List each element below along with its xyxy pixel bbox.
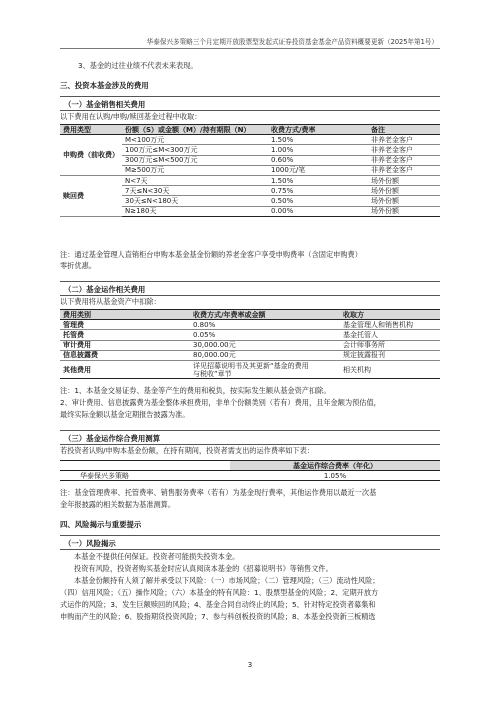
table-cell: 托管费	[60, 330, 190, 340]
table-row	[60, 176, 440, 186]
operating-fee-note-line: 2、审计费用、信息披露费为基金整体承担费用，非单个份额类别（若有）费用，且年金额为预估值，	[60, 398, 381, 407]
table-header-row	[60, 461, 440, 471]
sales-fee-heading-box	[60, 96, 440, 111]
table-cell: 1.05%	[230, 471, 440, 481]
table-cell: 相关机构	[340, 361, 440, 379]
table-cell	[190, 361, 340, 379]
table-cell: 80,000.00元	[190, 350, 340, 360]
operating-fee-table	[60, 309, 440, 379]
table-cell: 0.00%	[268, 206, 368, 216]
table-cell: 1.50%	[268, 135, 368, 145]
table-header-cell	[60, 461, 230, 471]
table-cell: 场外份额	[368, 196, 440, 206]
table-cell: 300万元≤M<500万元	[122, 155, 268, 165]
table-cell: 非养老金客户	[368, 145, 440, 155]
table-row	[60, 361, 440, 379]
past-performance-note: 3、基金的过往业绩不代表未来表现。	[78, 61, 198, 70]
operating-fee-title: （二）基金运作相关费用	[64, 284, 146, 294]
table-cell: N≥180天	[122, 206, 268, 216]
comprehensive-fee-intro: 若投资者认购/申购本基金份额，在持有期间，投资者需支出的运作费率如下表：	[60, 446, 314, 455]
table-header-cell: 份额（S）或金额（M）/持有期限（N）	[122, 125, 268, 135]
comprehensive-fee-heading-box	[60, 430, 440, 445]
redeem-fee-label: 赎回费	[60, 176, 122, 217]
section-three-title: 三、投资本基金涉及的费用	[60, 81, 149, 90]
risk-line: 投资有风险，投资者购买基金时应认真阅读本基金的《招募说明书》等销售文件。	[74, 564, 333, 573]
table-cell: 7天≤N<30天	[122, 186, 268, 196]
risk-heading-box	[60, 535, 440, 550]
sales-fee-intro: 以下费用在认购/申购/赎回基金过程中收取：	[60, 112, 202, 121]
operating-fee-intro: 以下费用将从基金资产中扣除：	[60, 297, 161, 306]
table-cell: 基金托管人	[340, 330, 440, 340]
table-header-cell: 基金运作综合费率（年化）	[230, 461, 440, 471]
sales-fee-note-line: 注：通过基金管理人直销柜台申购本基金基金份额的养老金客户享受申购费率（含固定申购费）	[60, 250, 362, 259]
table-cell: M≥500万元	[122, 165, 268, 175]
table-cell: 其他费用	[60, 361, 190, 379]
table-cell: 信息披露费	[60, 350, 190, 360]
subscribe-fee-label: 申购费（前收费）	[60, 135, 122, 176]
comprehensive-fee-note-line: 金年报披露的相关数据为基准测算。	[60, 500, 176, 509]
table-cell: 基金管理人和销售机构	[340, 320, 440, 330]
table-cell: 1.50%	[268, 176, 368, 186]
table-cell: 30天≤N<180天	[122, 196, 268, 206]
table-cell: 1.00%	[268, 145, 368, 155]
table-cell: 审计费用	[60, 340, 190, 350]
table-cell: 非养老金客户	[368, 165, 440, 175]
header-rule	[60, 48, 440, 49]
other-fee-desc-line: 与税收”章节	[193, 369, 232, 378]
table-cell: N<7天	[122, 176, 268, 186]
table-header-row	[60, 310, 440, 320]
table-cell: 0.80%	[190, 320, 340, 330]
table-cell: 0.05%	[190, 330, 340, 340]
table-header-cell: 收费方式/费率	[268, 125, 368, 135]
risk-title: （一）风险揭示	[64, 538, 116, 548]
table-header-cell: 费用类别	[60, 310, 190, 320]
table-cell: 30,000.00元	[190, 340, 340, 350]
table-cell: M<100万元	[122, 135, 268, 145]
table-cell: 会计师事务所	[340, 340, 440, 350]
other-fee-desc-line: 详见招募说明书及其更新“基金的费用	[193, 361, 309, 370]
table-cell: 管理费	[60, 320, 190, 330]
table-cell: 场外份额	[368, 206, 440, 216]
sales-fee-note-line: 零折优惠。	[60, 261, 96, 270]
table-cell: 非养老金客户	[368, 155, 440, 165]
operating-fee-note-line: 注：1、本基金交易证券、基金等产生的费用和税负，按实际发生额从基金资产扣除。	[60, 386, 331, 395]
table-cell: 0.50%	[268, 196, 368, 206]
table-cell: 0.60%	[268, 155, 368, 165]
risk-line: 本基金份额持有人须了解并承受以下风险：（一）市场风险；（二）管理风险；（三）流动性风险；	[74, 576, 380, 585]
operating-fee-heading-box	[60, 281, 440, 296]
table-header-cell: 收费方式/年费率或金额	[190, 310, 340, 320]
table-header-cell: 费用类型	[60, 125, 122, 135]
table-cell: 场外份额	[368, 176, 440, 186]
table-cell: 非养老金客户	[368, 135, 440, 145]
operating-fee-note-line: 最终实际金额以基金定期报告披露为准。	[60, 410, 190, 419]
risk-line: 申购而产生的风险；6、股指期货投资风险；7、参与科创板投资的风险；8、本基金投资新三板精选	[60, 612, 376, 621]
table-row	[60, 471, 440, 481]
table-cell: 1000元/笔	[268, 165, 368, 175]
running-header: 华泰保兴多策略三个月定期开放股票型发起式证券投资基金基金产品资料概要更新（2025年第1号）	[146, 38, 438, 46]
section-four-title: 四、风险揭示与重要提示	[60, 520, 142, 529]
table-cell: 0.75%	[268, 186, 368, 196]
comprehensive-fee-table	[60, 460, 440, 481]
table-row	[60, 350, 440, 360]
comprehensive-fee-note-line: 注：基金管理费率、托管费率、销售服务费率（若有）为基金现行费率，其他运作费用以最近一次基	[60, 488, 377, 497]
table-cell: 场外份额	[368, 186, 440, 196]
table-row	[60, 135, 440, 145]
table-row	[60, 330, 440, 340]
table-cell: 规定披露报刊	[340, 350, 440, 360]
table-header-cell: 备注	[368, 125, 440, 135]
risk-line: 式运作的风险；3、发生巨额赎回的风险；4、基金合同自动终止的风险；5、针对特定投资者募集和	[60, 600, 376, 609]
sales-fee-table	[60, 124, 440, 217]
table-header-row	[60, 125, 440, 135]
table-cell: 100万元≤M<300万元	[122, 145, 268, 155]
page-number: 3	[247, 661, 253, 669]
risk-line: （四）信用风险；（五）操作风险；（六）本基金的特有风险：1、股票型基金的风险；2、定期开放方	[60, 588, 379, 597]
table-cell: 华泰保兴多策略	[60, 471, 230, 481]
table-row	[60, 340, 440, 350]
comprehensive-fee-title: （三）基金运作综合费用测算	[64, 433, 161, 443]
table-header-cell: 收取方	[340, 310, 440, 320]
table-row	[60, 320, 440, 330]
risk-line: 本基金不提供任何保证。投资者可能损失投资本金。	[74, 552, 240, 561]
sales-fee-title: （一）基金销售相关费用	[64, 99, 146, 109]
